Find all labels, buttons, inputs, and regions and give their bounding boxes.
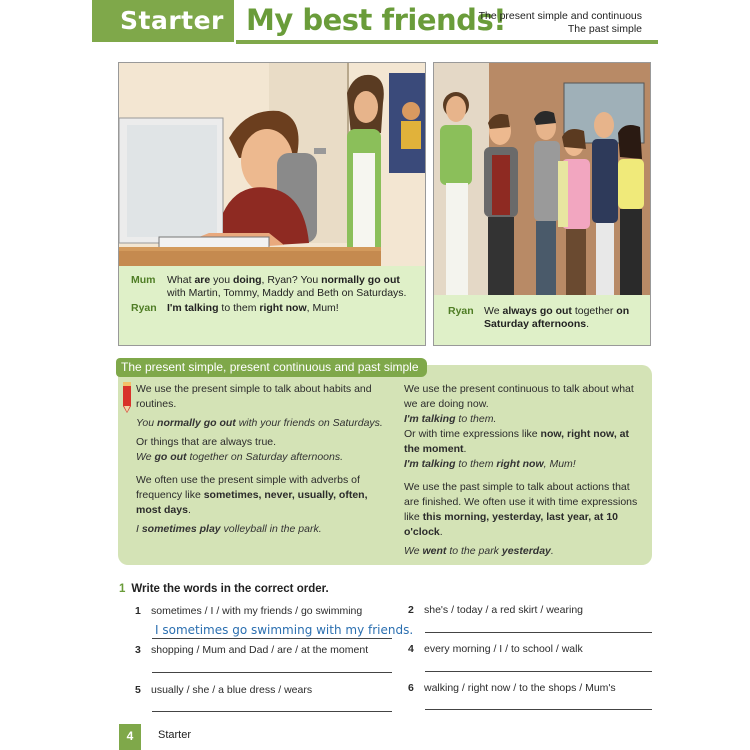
header-subtitle (479, 10, 642, 36)
answer-line[interactable] (152, 672, 392, 673)
footer-label: Starter (158, 729, 192, 741)
answer-line[interactable] (152, 638, 392, 639)
speech-caption-right (434, 295, 650, 346)
exercise-item: 1 sometimes / I / with my friends / go swimming (135, 605, 363, 617)
subtitle-line-2: The past simple (567, 23, 642, 35)
answer-text: I sometimes go swimming with my friends. (155, 623, 414, 637)
answer-line[interactable] (425, 709, 652, 710)
exercise-heading (119, 583, 329, 595)
example-sentence: I'm talking to them. (404, 413, 497, 425)
speech-caption-left (119, 266, 425, 346)
exercise-item: 5 usually / she / a blue dress / wears (135, 684, 313, 696)
example-sentence: I'm talking to them right now, Mum! (404, 458, 576, 470)
rule-text: Or things that are always true. (136, 436, 277, 448)
subtitle-line-1: The present simple and continuous (478, 10, 642, 22)
exercise-item: 2 she's / today / a red skirt / wearing (408, 604, 583, 616)
exercise-item: 6 walking / right now / to the shops / Mum's (408, 682, 616, 694)
page-title: My best friends! (246, 3, 506, 37)
answer-line[interactable] (425, 671, 652, 672)
header-rule (236, 40, 658, 44)
speaker-name: Ryan (131, 302, 157, 314)
comic-panel-right (433, 62, 651, 346)
dialogue-text: We always go out together on Saturday afternoons. (484, 305, 630, 330)
dialogue-text: What are you doing, Ryan? You normally go out with Martin, Tommy, Maddy and Beth on Saturdays. (167, 274, 407, 299)
rule-text: We use the present simple to talk about habits and routines. (136, 383, 372, 410)
answer-line[interactable] (425, 632, 652, 633)
dialogue-line (131, 274, 415, 300)
speaker-name: Mum (131, 274, 156, 286)
exercise-item: 3 shopping / Mum and Dad / are / at the moment (135, 644, 369, 656)
unit-badge (92, 0, 234, 42)
speaker-name: Ryan (448, 305, 474, 317)
grammar-title: The present simple, present continuous and past simple (116, 358, 427, 377)
unit-label: Starter (120, 6, 224, 35)
exercise-item: 4 every morning / I / to school / walk (408, 643, 583, 655)
exercise-instruction: Write the words in the correct order. (131, 583, 329, 595)
dialogue-line (448, 305, 642, 331)
rule-text: We use the present continuous to talk about what we are doing now. (404, 383, 634, 410)
example-sentence: I sometimes play volleyball in the park. (136, 523, 322, 535)
grammar-column-right (404, 382, 644, 563)
exercise-number: 1 (119, 583, 126, 595)
rule-text: We often use the present simple with adverbs of frequency like sometimes, never, usually, often, most days. (136, 474, 368, 516)
example-sentence: We go out together on Saturday afternoons. (136, 451, 344, 463)
example-sentence: You normally go out with your friends on Saturdays. (136, 417, 383, 429)
comic-panel-left (118, 62, 426, 346)
rule-text: We use the past simple to talk about actions that are finished. We often use it with time expressions like this morning, yesterday, last year, at 10 o'clock. (404, 481, 638, 538)
page-number: 4 (119, 724, 141, 750)
dialogue-text: I'm talking to them right now, Mum! (167, 302, 339, 314)
dialogue-line (131, 302, 415, 315)
rule-text: Or with time expressions like now, right now, at the moment. (404, 428, 630, 455)
pencil-icon (121, 380, 133, 414)
grammar-column-left (136, 382, 386, 541)
answer-line[interactable] (152, 711, 392, 712)
example-sentence: We went to the park yesterday. (404, 545, 554, 557)
